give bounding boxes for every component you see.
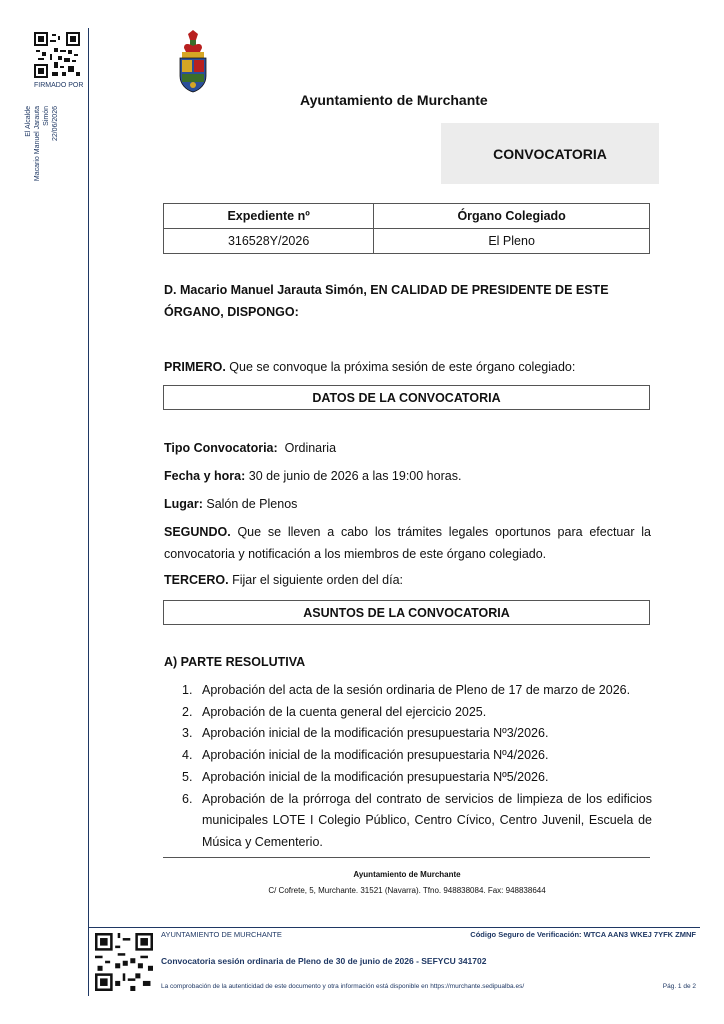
page-title: Ayuntamiento de Murchante	[300, 92, 488, 108]
coat-of-arms-logo	[176, 30, 210, 94]
signer-role: El Alcalde	[25, 106, 32, 137]
parte-resolutiva-heading: A) PARTE RESOLUTIVA	[164, 655, 306, 669]
footer-address: C/ Cofrete, 5, Murchante. 31521 (Navarra). Tfno. 948838084. Fax: 948838644	[268, 886, 546, 895]
footer-divider	[163, 857, 650, 858]
segundo-label: SEGUNDO.	[164, 525, 231, 539]
segundo-text: Que se lleven a cabo los trámites legales oportunos para efectuar la convocatoria y notificación a los miembros de este órgano colegiado.	[164, 525, 651, 561]
document-type-box	[441, 123, 659, 184]
lugar-label: Lugar:	[164, 497, 203, 511]
tipo-value: Ordinaria	[277, 441, 337, 455]
table-row	[164, 229, 650, 254]
tipo-label: Tipo Convocatoria:	[164, 441, 278, 455]
item-number: 1.	[182, 683, 193, 697]
datos-heading: DATOS DE LA CONVOCATORIA	[312, 390, 501, 405]
table-header-cell: Expediente nº	[164, 204, 374, 229]
list-item	[182, 767, 652, 789]
item-text: Aprobación de la prórroga del contrato de servicios de limpieza de los edificios municipales LOTE I Colegio Público, Centro Cívico, Centro Juvenil, Escuela de Música y Cementerio.	[202, 791, 652, 849]
verification-divider	[88, 927, 700, 928]
item-number: 5.	[182, 769, 193, 784]
segundo-paragraph	[164, 521, 651, 565]
table-cell-expediente: 316528Y/2026	[164, 229, 374, 254]
item-number: 6.	[182, 791, 193, 806]
firmado-por-label: FIRMADO POR	[34, 82, 84, 89]
item-number: 4.	[182, 748, 193, 763]
qr-code-bottom	[95, 933, 153, 991]
list-item	[182, 723, 652, 745]
signed-date: 22/06/2026	[52, 106, 59, 142]
signer-block	[24, 106, 64, 196]
verification-note: La comprobación de la autenticidad de este documento y otra información está disponible en https://murchante.sedipualba.es/	[161, 983, 525, 990]
item-number: 3.	[182, 726, 193, 741]
left-divider	[88, 28, 89, 996]
item-text: Aprobación inicial de la modificación presupuestaria Nº4/2026.	[202, 748, 549, 763]
list-item	[182, 745, 652, 767]
fecha-line	[164, 465, 651, 487]
footer-org-name: Ayuntamiento de Murchante	[353, 870, 461, 879]
table-header-cell: Órgano Colegiado	[374, 204, 650, 229]
verification-code: Código Seguro de Verificación: WTCA AAN3 WKEJ 7YFK ZMNF	[470, 930, 696, 939]
asuntos-heading: ASUNTOS DE LA CONVOCATORIA	[303, 605, 510, 620]
primero-paragraph	[164, 356, 651, 378]
datos-heading-box	[163, 385, 650, 410]
tercero-text: Fijar el siguiente orden del día:	[228, 573, 404, 587]
verification-org: AYUNTAMIENTO DE MURCHANTE	[161, 930, 282, 939]
asuntos-heading-box	[163, 600, 650, 625]
item-number: 2.	[182, 704, 193, 719]
tipo-line	[164, 437, 651, 459]
tercero-label: TERCERO.	[164, 573, 229, 587]
expediente-table	[163, 203, 650, 254]
item-text: Aprobación inicial de la modificación presupuestaria Nº5/2026.	[202, 769, 549, 784]
president-statement: D. Macario Manuel Jarauta Simón, EN CALIDAD DE PRESIDENTE DE ESTE ÓRGANO, DISPONGO:	[164, 283, 609, 319]
fecha-label: Fecha y hora:	[164, 469, 246, 483]
item-text: Aprobación inicial de la modificación presupuestaria Nº3/2026.	[202, 726, 549, 741]
list-item	[182, 680, 652, 702]
agenda-list	[182, 680, 652, 854]
tercero-paragraph	[164, 569, 651, 591]
item-text: Aprobación de la cuenta general del ejercicio 2025.	[202, 704, 487, 719]
table-cell-organo: El Pleno	[374, 229, 650, 254]
lugar-line	[164, 493, 651, 515]
primero-label: PRIMERO.	[164, 360, 226, 374]
page-number: Pág. 1 de 2	[662, 983, 696, 990]
lugar-value: Salón de Plenos	[202, 497, 298, 511]
item-text: Aprobación del acta de la sesión ordinaria de Pleno de 17 de marzo de 2026.	[202, 683, 631, 697]
signer-name: Macario Manuel Jarauta Simón	[34, 106, 50, 182]
fecha-value: 30 de junio de 2026 a las 19:00 horas.	[245, 469, 462, 483]
document-type-label: CONVOCATORIA	[493, 145, 607, 162]
primero-text: Que se convoque la próxima sesión de este órgano colegiado:	[225, 360, 576, 374]
qr-code-top	[34, 32, 80, 78]
table-header-row	[164, 204, 650, 229]
list-item	[182, 702, 652, 724]
verification-doc-title: Convocatoria sesión ordinaria de Pleno de 30 de junio de 2026 - SEFYCU 341702	[161, 956, 487, 966]
list-item	[182, 789, 652, 854]
